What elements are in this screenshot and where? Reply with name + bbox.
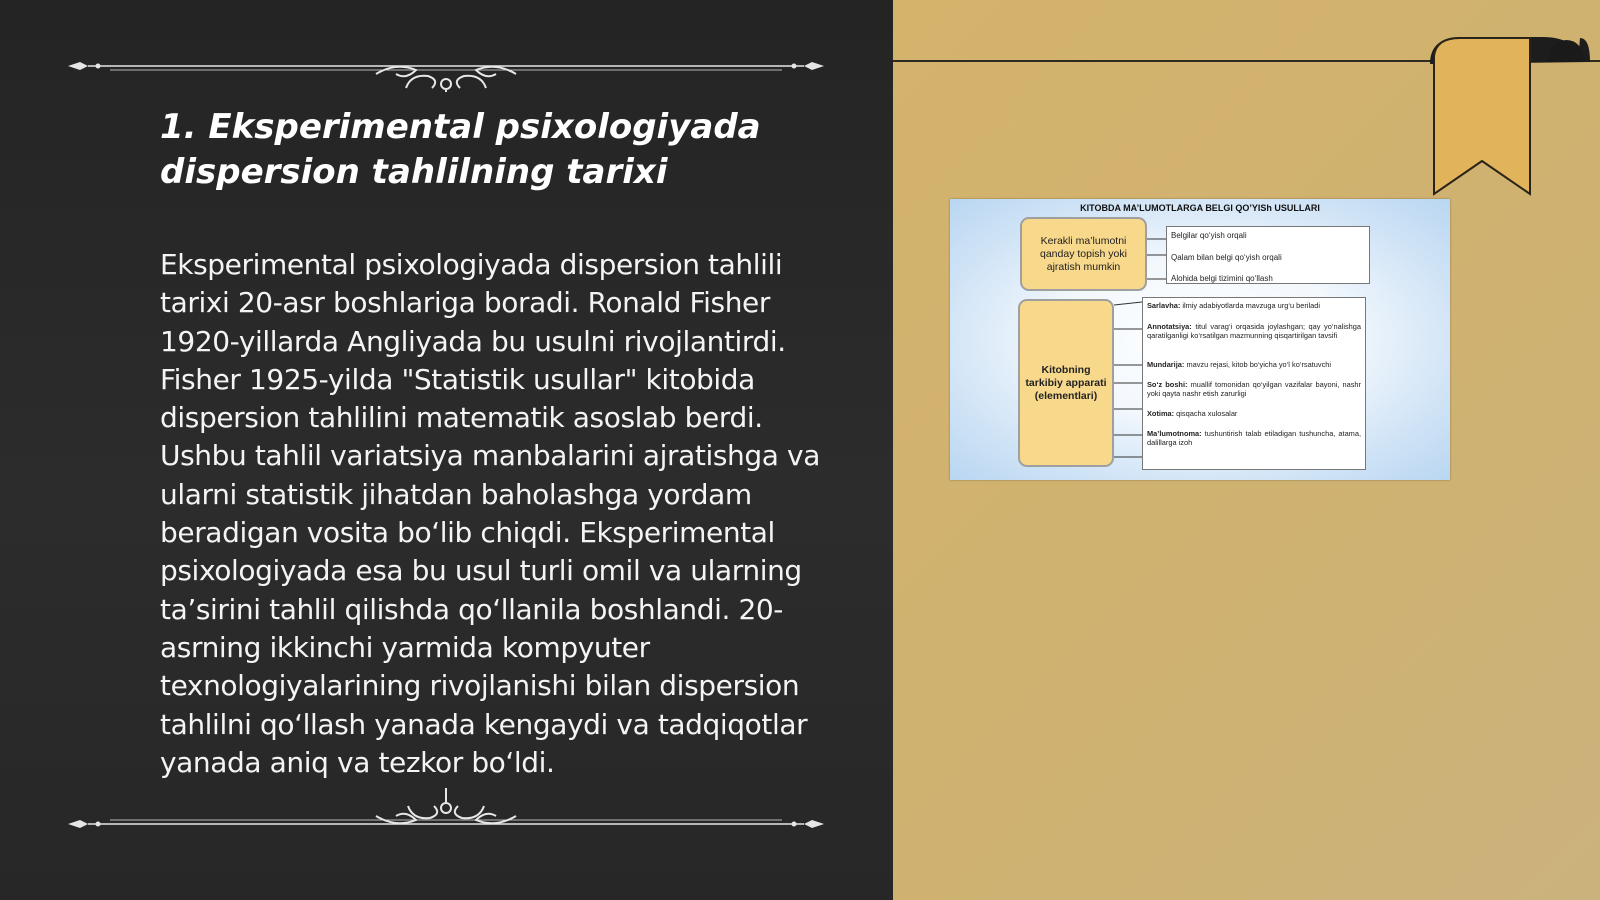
diagram-image xyxy=(950,199,1450,480)
methods-item: Belgilar qo‘yish orqali xyxy=(1171,231,1247,240)
apparatus-item: Mundarija: mavzu rejasi, kitob bo‘yicha yo‘l ko‘rsatuvchi xyxy=(1147,360,1332,369)
bottom-ornament-divider xyxy=(66,786,826,834)
apparatus-item: So‘z boshi: muallif tomonidan qo‘yilgan vazifalar bayoni, nashr yoki qayta nashr etish zarurligi xyxy=(1147,380,1361,398)
slide-title: 1. Eksperimental psixologiyada dispersion tahlilning tarixi xyxy=(160,107,761,192)
apparatus-item: Xotima: qisqacha xulosalar xyxy=(1147,409,1238,418)
diagram-box-apparatus-list xyxy=(1142,297,1366,470)
diagram-box-book-apparatus: Kitobning tarkibiy apparati (elementlari) xyxy=(1018,299,1114,467)
diagram-box-methods-list xyxy=(1166,226,1370,284)
bookmark-ribbon-icon xyxy=(1430,34,1590,204)
apparatus-item: Sarlavha: ilmiy adabiyotlarda mavzuga urg‘u beriladi xyxy=(1147,301,1320,310)
apparatus-item: Ma’lumotnoma: tushuntirish talab etiladigan tushuncha, atama, dalillarga izoh xyxy=(1147,429,1361,447)
diagram-title: KITOBDA MA’LUMOTLARGA BELGI QO’YISh USULLARI xyxy=(1080,203,1320,213)
methods-item: Alohida belgi tizimini qo‘llash xyxy=(1171,274,1273,283)
diagram-box-methods: Kerakli ma’lumotni qanday topish yoki ajratish mumkin xyxy=(1020,217,1147,291)
top-ornament-divider xyxy=(66,44,826,92)
slide-body-text: Eksperimental psixologiyada dispersion tahlili tarixi 20-asr boshlariga boradi. Ronald Fisher 1920-yillarda Angliyada bu usulni rivojlantirdi. Fisher 1925-yilda "Statistik usullar" kitobida dispersion tahlilini matematik asoslab berdi. Ushbu tahlil variatsiya manbalarini ajratishga va ularni statistik jihatdan baholashga yordam beradigan vosita bo‘lib chiqdi. Eksperimental psixologiyada esa bu usul turli omil va ularning ta’sirini tahlil qilishda qo‘llanila boshlandi. 20-asrning ikkinchi yarmida kompyuter texnologiyalarining rivojlanishi bilan dispersion tahlilni qo‘llash yanada kengaydi va tadqiqotlar yanada aniq va tezkor bo‘ldi. xyxy=(160,248,820,779)
methods-item: Qalam bilan belgi qo‘yish orqali xyxy=(1171,253,1282,262)
apparatus-item: Annotatsiya: titul varag‘i orqasida joylashgan; qay yo‘nalishga qaratilganligi ko‘rsatilgan mazmunning qisqartirilgan tavsifi xyxy=(1147,322,1361,340)
